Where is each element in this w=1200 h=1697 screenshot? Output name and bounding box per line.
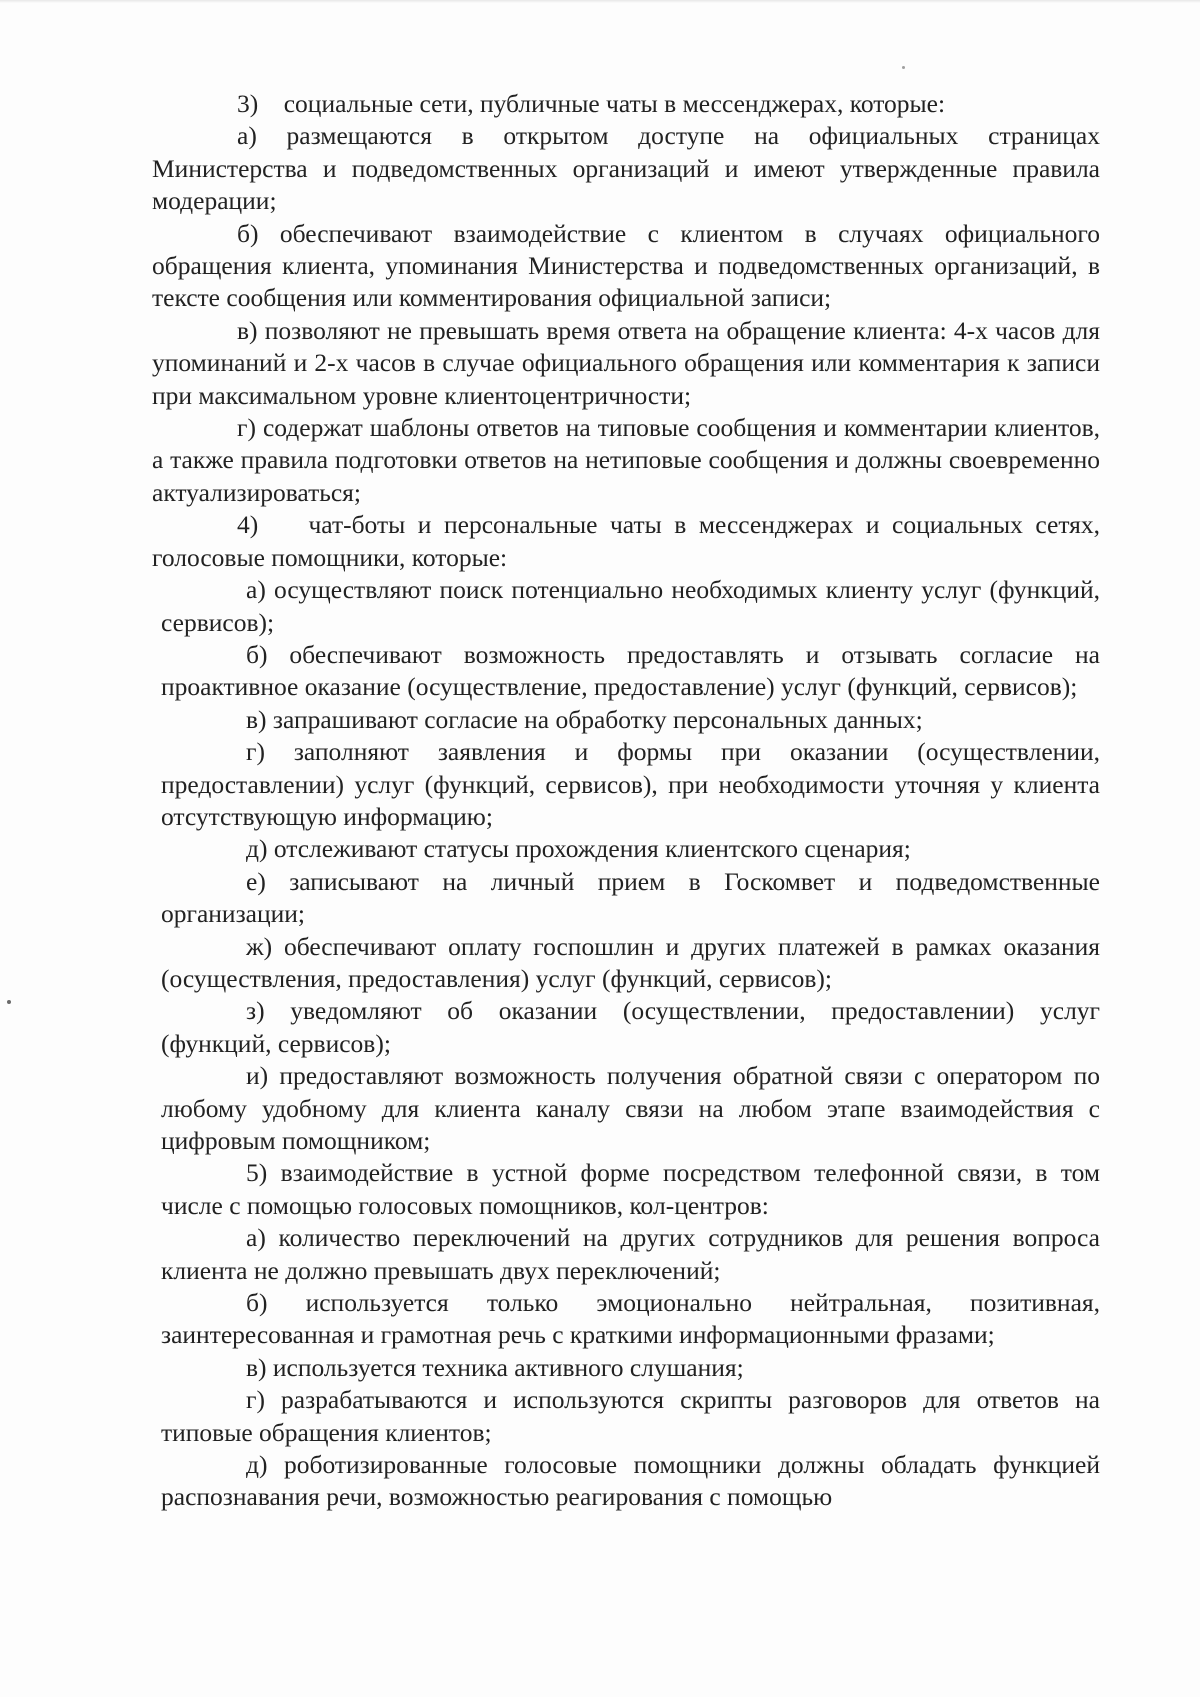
paragraph-5d: д) роботизированные голосовые помощники должны обладать функцией распознавания речи, возможностью реагирования с помощью xyxy=(161,1450,1100,1512)
paragraph-5b: б) используется только эмоционально нейтральная, позитивная, заинтересованная и грамотная речь с краткими информационными фразами; xyxy=(161,1288,1100,1350)
document-body xyxy=(152,88,1100,1514)
paragraph-4g: г) заполняют заявления и формы при оказании (осуществлении, предоставлении) услуг (функций, сервисов), при необходимости уточняя у клиента отсутствующую информацию; xyxy=(161,737,1100,831)
scan-edge xyxy=(0,0,1200,3)
paragraph-item-3: 3) социальные сети, публичные чаты в мессенджерах, которые: xyxy=(237,89,946,118)
paragraph-4d: д) отслеживают статусы прохождения клиентского сценария; xyxy=(246,834,911,864)
paragraph-3v: в) позволяют не превышать время ответа на обращение клиента: 4-х часов для упоминаний и 2-х часов в случае официального обращения или комментария к записи при максимальном уровне клиентоцентричности; xyxy=(152,315,1100,410)
paragraph-item-4: 4) чат-боты и персональные чаты в мессенджерах и социальных сетях, голосовые помощники, которые: xyxy=(152,510,1100,572)
paragraph-4b: б) обеспечивают возможность предоставлять и отзывать согласие на проактивное оказание (осуществление, предоставление) услуг (функций, сервисов); xyxy=(161,639,1100,702)
paragraph-3b: б) обеспечивают взаимодействие с клиентом в случаях официального обращения клиента, упоминания Министерства и подведомственных организаций, в тексте сообщения или комментирования официальной записи; xyxy=(152,218,1100,313)
paragraph-5a: а) количество переключений на других сотрудников для решения вопроса клиента не должно превышать двух переключений; xyxy=(161,1223,1100,1285)
paragraph-5v: в) используется техника активного слушания; xyxy=(246,1352,744,1382)
scan-speck xyxy=(7,1000,11,1004)
paragraph-item-5: 5) взаимодействие в устной форме посредством телефонной связи, в том числе с помощью голосовых помощников, кол-центров: xyxy=(161,1158,1100,1220)
paragraph-4zh: ж) обеспечивают оплату госпошлин и других платежей в рамках оказания (осуществления, предоставления) услуг (функций, сервисов); xyxy=(161,931,1100,993)
paragraph-4v: в) запрашивают согласие на обработку персональных данных; xyxy=(246,704,923,734)
paragraph-4e: е) записывают на личный прием в Госкомвет и подведомственные организации; xyxy=(161,866,1100,929)
paragraph-4z: з) уведомляют об оказании (осуществлении, предоставлении) услуг (функций, сервисов); xyxy=(161,996,1100,1058)
paragraph-4i: и) предоставляют возможность получения обратной связи с оператором по любому удобному для клиента каналу связи на любом этапе взаимодействия с цифровым помощником; xyxy=(161,1061,1100,1155)
paragraph-3g: г) содержат шаблоны ответов на типовые сообщения и комментарии клиентов, а также правила подготовки ответов на нетиповые сообщения и должны своевременно актуализироваться; xyxy=(152,413,1100,507)
paragraph-4a: а) осуществляют поиск потенциально необходимых клиенту услуг (функций, сервисов); xyxy=(161,575,1100,637)
paragraph-5g: г) разрабатываются и используются скрипты разговоров для ответов на типовые обращения клиентов; xyxy=(161,1385,1100,1447)
paragraph-3a: а) размещаются в открытом доступе на официальных страницах Министерства и подведомственных организаций и имеют утвержденные правила модерации; xyxy=(152,121,1100,216)
scan-speck xyxy=(902,66,905,69)
